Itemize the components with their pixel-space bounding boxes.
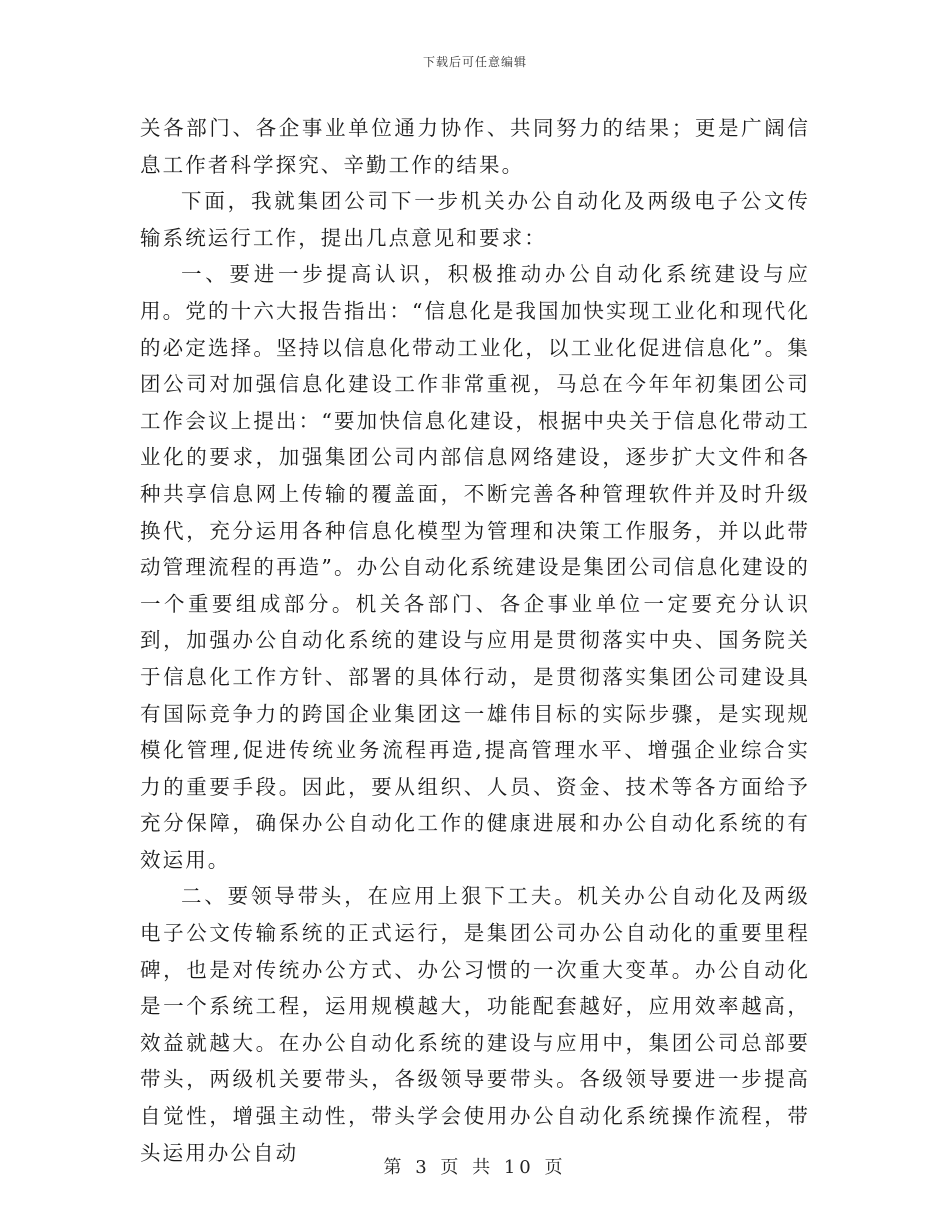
paragraph-point-one: 一、要进一步提高认识，积极推动办公自动化系统建设与应用。党的十六大报告指出：“信息化是我国加快实现工业化和现代化的必定选择。坚持以信息化带动工业化，以工业化促进信息化”。集团公司对加强信息化建设工作非常重视，马总在今年年初集团公司工作会议上提出：“要加快信息化建设，根据中央关于信息化带动工业化的要求，加强集团公司内部信息网络建设，逐步扩大文件和各种共享信息网上传输的覆盖面，不断完善各种管理软件并及时升级换代，充分运用各种信息化模型为管理和决策工作服务，并以此带动管理流程的再造”。办公自动化系统建设是集团公司信息化建设的一个重要组成部分。机关各部门、各企事业单位一定要充分认识到，加强办公自动化系统的建设与应用是贯彻落实中央、国务院关于信息化工作方针、部署的具体行动，是贯彻落实集团公司建设具有国际竞争力的跨国企业集团这一雄伟目标的实际步骤，是实现规模化管理,促进传统业务流程再造,提高管理水平、增强企业综合实力的重要手段。因此，要从组织、人员、资金、技术等各方面给予充分保障，确保办公自动化工作的健康进展和办公自动化系统的有效运用。 <box>140 262 810 872</box>
page-number-footer: 第 3 页 共 10 页 <box>383 1157 567 1178</box>
page-header: 下载后可任意编辑 <box>422 55 527 69</box>
paragraph-continuation: 关各部门、各企事业单位通力协作、共同努力的结果；更是广阔信息工作者科学探究、辛勤工作的结果。 <box>140 116 810 177</box>
paragraph-point-two: 二、要领导带头，在应用上狠下工夫。机关办公自动化及两级电子公文传输系统的正式运行，是集团公司办公自动化的重要里程碑，也是对传统办公方式、办公习惯的一次重大变革。办公自动化是一个系统工程，运用规模越大，功能配套越好，应用效率越高，效益就越大。在办公自动化系统的建设与应用中，集团公司总部要带头，两级机关要带头，各级领导要带头。各级领导要进一步提高自觉性，增强主动性，带头学会使用办公自动化系统操作流程，带头运用办公自动 <box>140 884 810 1165</box>
paragraph-intro: 下面，我就集团公司下一步机关办公自动化及两级电子公文传输系统运行工作，提出几点意见和要求： <box>140 189 810 250</box>
document-body <box>140 110 810 1171</box>
